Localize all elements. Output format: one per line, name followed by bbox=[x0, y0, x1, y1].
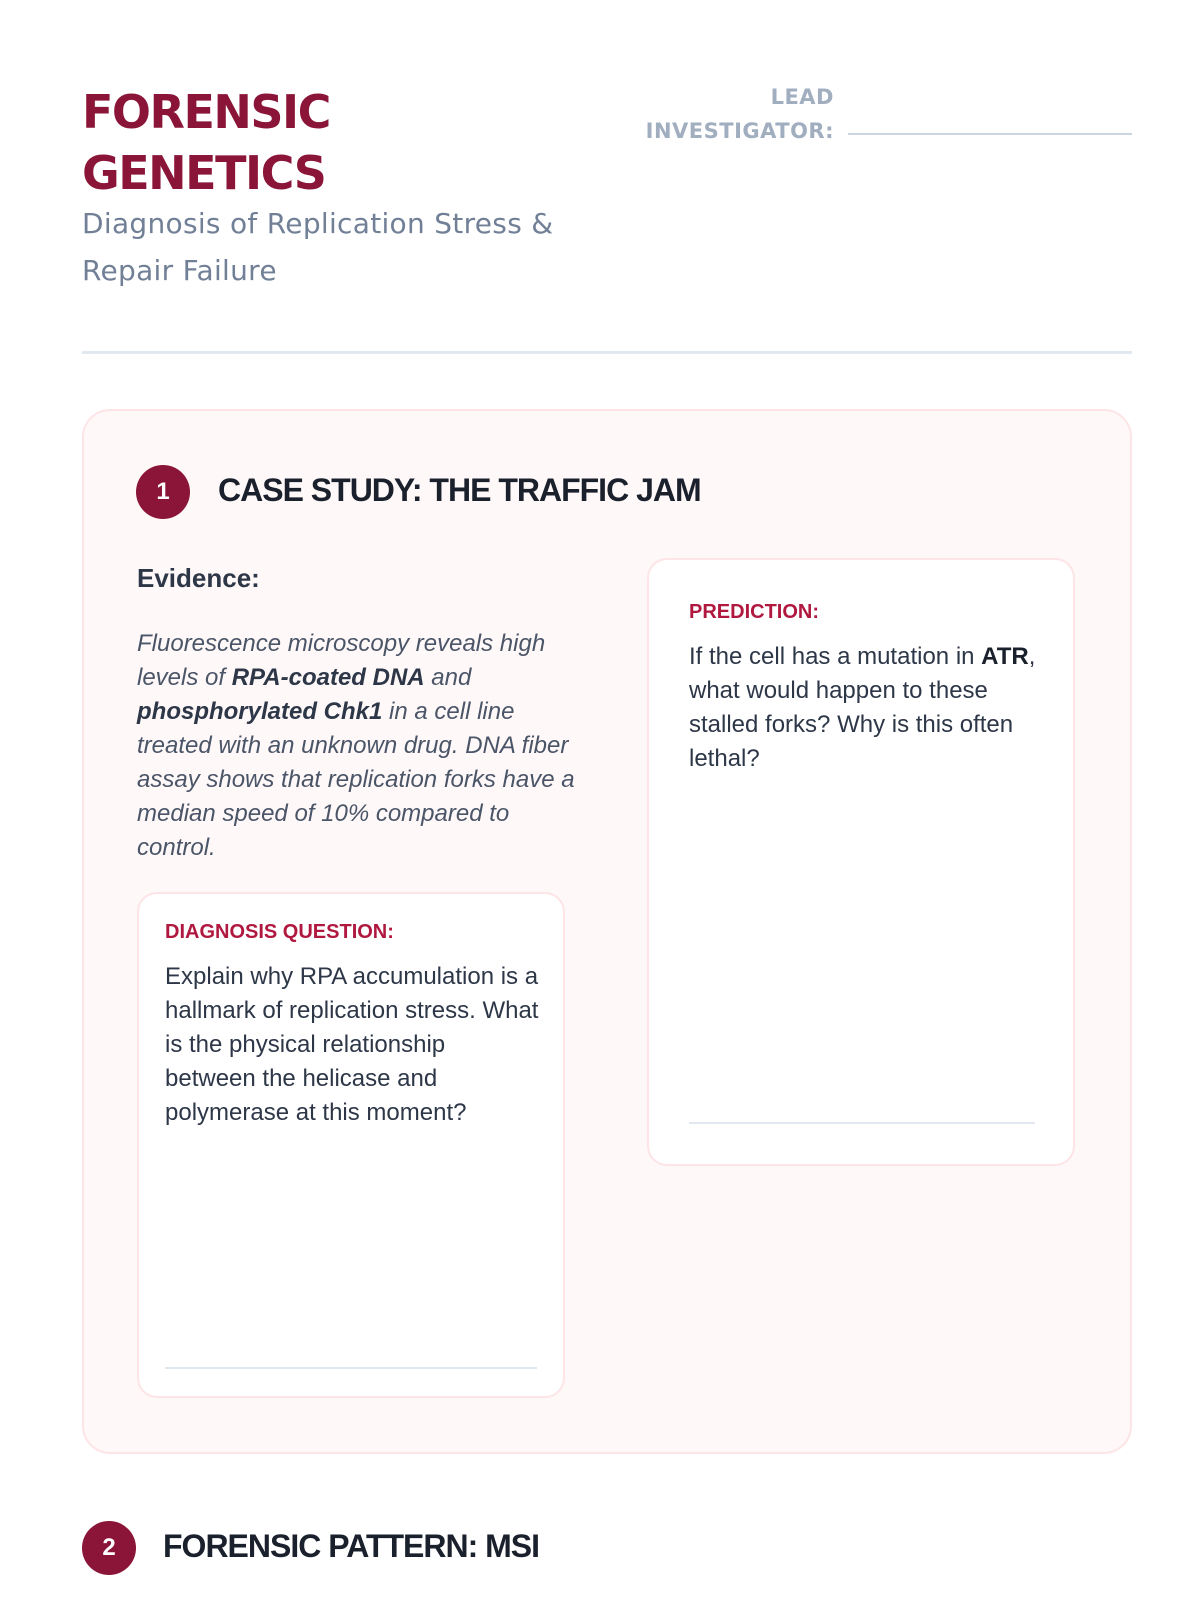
diagnosis-question-text: Explain why RPA accumulation is a hallmark of replication stress. What is the physical relationship between the helicase and polymerase at this moment? bbox=[165, 963, 539, 1126]
section-2-title: FORENSIC PATTERN: MSI bbox=[163, 1528, 540, 1564]
evidence-text-2: and bbox=[424, 664, 472, 691]
lead-investigator-input-line[interactable] bbox=[848, 133, 1132, 135]
evidence-text-3: in a cell line treated with an unknown drug. DNA fiber assay shows that replication forks have a median speed of 10% compared to control. bbox=[137, 698, 575, 861]
lead-label-line-2: INVESTIGATOR: bbox=[645, 119, 834, 143]
header-divider bbox=[82, 351, 1132, 354]
title-line-2: GENETICS bbox=[82, 146, 326, 200]
prediction-highlight-atr: ATR bbox=[981, 643, 1029, 670]
evidence-heading: Evidence: bbox=[137, 563, 260, 593]
section-1-title: CASE STUDY: THE TRAFFIC JAM bbox=[218, 472, 701, 508]
section-2-number-badge: 2 bbox=[82, 1521, 136, 1575]
evidence-text bbox=[137, 627, 577, 865]
diagnosis-answer-line[interactable] bbox=[165, 1367, 537, 1369]
evidence-highlight-rpa: RPA-coated DNA bbox=[231, 664, 425, 691]
prediction-text-2: , what would happen to these stalled forks? Why is this often lethal? bbox=[689, 643, 1036, 772]
section-1-number-badge: 1 bbox=[136, 465, 190, 519]
prediction-answer-line[interactable] bbox=[689, 1122, 1035, 1124]
diagnosis-question-label: DIAGNOSIS QUESTION: bbox=[165, 921, 394, 943]
prediction-text bbox=[689, 640, 1049, 776]
lead-investigator-label bbox=[620, 80, 834, 148]
page-subtitle: Diagnosis of Replication Stress & Repair Failure bbox=[82, 207, 554, 287]
page-title bbox=[82, 82, 602, 204]
title-line-1: FORENSIC bbox=[82, 85, 330, 139]
prediction-label: PREDICTION: bbox=[689, 601, 819, 623]
evidence-highlight-chk1: phosphorylated Chk1 bbox=[137, 698, 383, 725]
lead-label-line-1: LEAD bbox=[770, 85, 834, 109]
evidence-text-1: Fluorescence microscopy reveals high levels of bbox=[137, 630, 546, 691]
prediction-text-1: If the cell has a mutation in bbox=[689, 643, 982, 670]
